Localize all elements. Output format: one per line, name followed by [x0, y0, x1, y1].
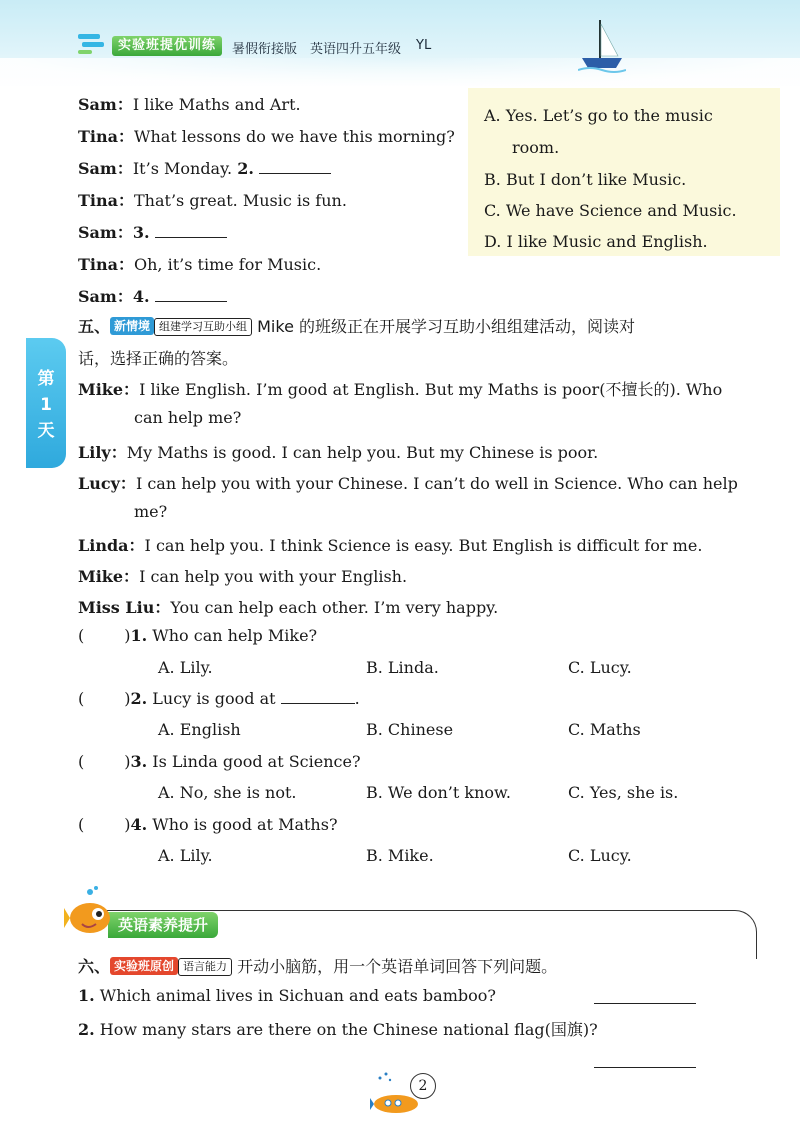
choice-a: A. English — [158, 720, 241, 739]
question-4: ( )4. Who is good at Maths? — [78, 815, 338, 834]
dialogue-line: Miss Liu：You can help each other. I’m very happy. — [78, 598, 499, 617]
answer-blank[interactable] — [259, 172, 331, 174]
section5-heading: 五、 新情境 组建学习互助小组 Mike 的班级正在开展学习互助小组组建活动，阅读对 — [78, 317, 636, 336]
page-number: 2 — [410, 1073, 436, 1099]
option-a: A. Yes. Let’s go to the music — [484, 106, 713, 125]
day-tab: 第 1 天 — [26, 338, 66, 468]
choice-c: C. Maths — [568, 720, 641, 739]
choice-b: B. Chinese — [366, 720, 454, 739]
edition-label: 暑假衔接版 — [232, 42, 298, 57]
option-a-cont: room. — [512, 138, 560, 157]
dialogue-line: Linda：I can help you. I think Science is easy. But English is difficult for me. — [78, 536, 703, 555]
question-3: ( )3. Is Linda good at Science? — [78, 752, 361, 771]
choice-a: A. Lily. — [158, 658, 213, 677]
dialogue-line: Mike：I can help you with your English. — [78, 567, 408, 586]
dialogue-line: Lily：My Maths is good. I can help you. But my Chinese is poor. — [78, 443, 599, 462]
answer-blank[interactable] — [594, 1002, 696, 1004]
dialogue-line: Tina：Oh, it’s time for Music. — [78, 255, 322, 274]
dialogue-line: Sam：I like Maths and Art. — [78, 95, 301, 114]
code-label: YL — [416, 38, 432, 53]
option-d: D. I like Music and English. — [484, 232, 708, 251]
section6-tag-skill: 语言能力 — [178, 958, 232, 976]
section6-tag-original: 实验班原创 — [110, 957, 178, 975]
choice-a: A. No, she is not. — [158, 783, 297, 802]
choice-c: C. Yes, she is. — [568, 783, 679, 802]
dialogue-line: Tina：That’s great. Music is fun. — [78, 191, 347, 210]
section6-question-1: 1. Which animal lives in Sichuan and eats bamboo? — [78, 986, 496, 1005]
section5-tag-topic: 组建学习互助小组 — [154, 318, 252, 336]
choice-a: A. Lily. — [158, 846, 213, 865]
choice-c: C. Lucy. — [568, 846, 632, 865]
subject-label: 英语四升五年级 — [310, 42, 402, 57]
answer-blank[interactable] — [281, 702, 355, 704]
brand-badge: 实验班提优训练 — [112, 36, 222, 56]
dialogue-line-cont: me? — [134, 502, 168, 521]
section6-question-2: 2. How many stars are there on the Chinese national flag(国旗)? — [78, 1020, 598, 1039]
section5-tag-new: 新情境 — [110, 317, 154, 335]
brand-logo-icon — [76, 30, 106, 56]
question-1: ( )1. Who can help Mike? — [78, 626, 318, 645]
dialogue-line: Mike：I like English. I’m good at English. But my Maths is poor(不擅长的). Who — [78, 380, 723, 399]
answer-blank[interactable] — [155, 300, 227, 302]
choice-b: B. Mike. — [366, 846, 434, 865]
section6-heading: 六、 实验班原创 语言能力 开动小脑筋，用一个英语单词回答下列问题。 — [78, 957, 558, 976]
section-banner: 英语素养提升 — [108, 912, 218, 938]
dialogue-line: Lucy：I can help you with your Chinese. I can’t do well in Science. Who can help — [78, 474, 738, 493]
answer-blank[interactable] — [155, 236, 227, 238]
question-2: ( )2. Lucy is good at . — [78, 689, 360, 708]
answer-blank[interactable] — [594, 1066, 696, 1068]
fish-mascot-icon — [64, 884, 120, 940]
dialogue-line: Sam：It’s Monday. 2. — [78, 156, 331, 179]
dialogue-line: Sam：4. — [78, 284, 227, 307]
choice-b: B. We don’t know. — [366, 783, 511, 802]
section5-instruction: 话，选择正确的答案。 — [78, 349, 239, 368]
option-b: B. But I don’t like Music. — [484, 170, 687, 189]
dialogue-line-cont: can help me? — [134, 408, 242, 427]
choice-b: B. Linda. — [366, 658, 439, 677]
sailboat-icon — [578, 18, 626, 74]
choice-c: C. Lucy. — [568, 658, 632, 677]
dialogue-line: Tina：What lessons do we have this morning? — [78, 127, 455, 146]
option-c: C. We have Science and Music. — [484, 201, 737, 220]
dialogue-line: Sam：3. — [78, 220, 227, 243]
